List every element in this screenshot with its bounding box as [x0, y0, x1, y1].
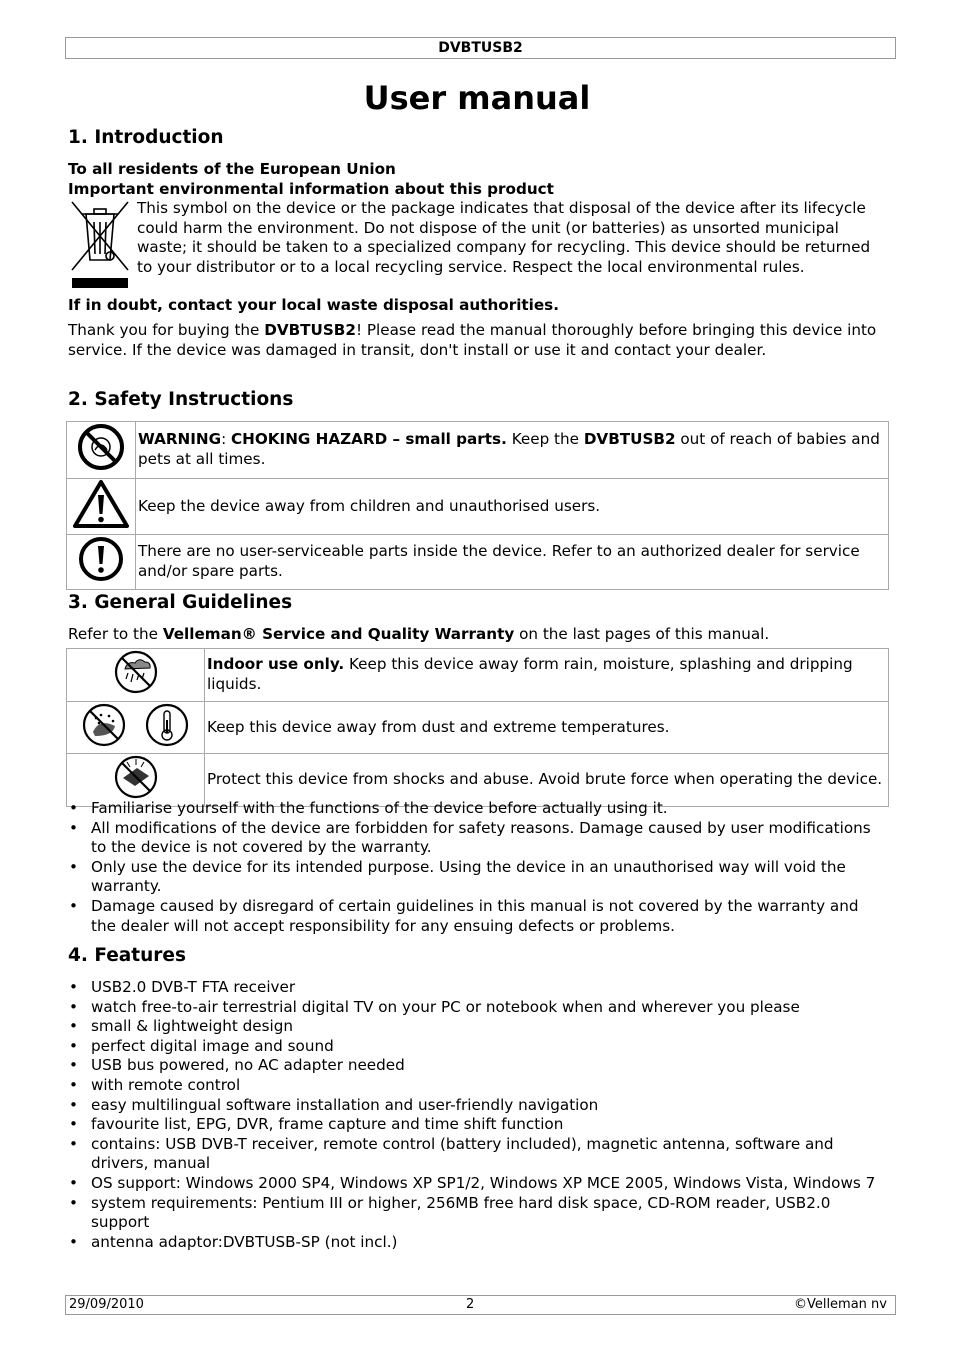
page-footer — [65, 1295, 896, 1315]
footer-page-number: 2 — [466, 1297, 475, 1312]
list-item: • small & lightweight design — [68, 1017, 888, 1037]
list-item: • Familiarise yourself with the functions of the device before actually using it. — [68, 799, 888, 819]
list-item: • favourite list, EPG, DVR, frame capture and time shift function — [68, 1115, 888, 1135]
list-item: • perfect digital image and sound — [68, 1037, 888, 1057]
guidelines-intro: Refer to the Velleman® Service and Quality Warranty on the last pages of this manual. — [68, 625, 770, 643]
safety-text-cell: Keep the device away from children and unauthorised users. — [136, 478, 889, 535]
guideline-text-cell: Protect this device from shocks and abuse. Avoid brute force when operating the device. — [205, 754, 889, 807]
page-header — [65, 37, 896, 59]
footer-date: 29/09/2010 — [69, 1297, 144, 1312]
safety-icon-cell — [67, 478, 136, 535]
features-list — [68, 978, 888, 1252]
guideline-text-cell: Keep this device away from dust and extreme temperatures. — [205, 701, 889, 754]
safety-icon-cell — [67, 535, 136, 590]
thanks-paragraph: Thank you for buying the DVBTUSB2! Please read the manual thoroughly before bringing this device into service. If the device was damaged in transit, don't install or use it and contact your dealer. — [68, 321, 877, 359]
thanks-model: DVBTUSB2 — [264, 321, 356, 339]
list-item: • OS support: Windows 2000 SP4, Windows XP SP1/2, Windows XP MCE 2005, Windows Vista, Windows 7 — [68, 1174, 888, 1194]
list-item: • USB bus powered, no AC adapter needed — [68, 1056, 888, 1076]
warning-triangle-icon — [72, 479, 130, 529]
heading-introduction: 1. Introduction — [68, 127, 224, 148]
list-item: • All modifications of the device are forbidden for safety reasons. Damage caused by user modifications to the device is not covered by the warranty. — [68, 819, 888, 858]
list-item: • antenna adaptor:DVBTUSB-SP (not incl.) — [68, 1233, 888, 1253]
doubt-line: If in doubt, contact your local waste disposal authorities. — [68, 296, 559, 314]
thermometer-icon — [144, 702, 190, 748]
guideline-row — [67, 701, 889, 754]
eu-line: To all residents of the European Union — [68, 160, 396, 178]
guidelines-list — [68, 799, 888, 936]
heading-guidelines: 3. General Guidelines — [68, 592, 293, 613]
list-item: • with remote control — [68, 1076, 888, 1096]
list-item: • Only use the device for its intended purpose. Using the device in an unauthorised way will void the warranty. — [68, 858, 888, 897]
no-small-parts-icon — [76, 422, 126, 472]
list-item: • Damage caused by disregard of certain guidelines in this manual is not covered by the warranty and the dealer will not accept responsibility for any ensuing defects or problems. — [68, 897, 888, 936]
no-rain-icon — [113, 649, 159, 695]
exclamation-circle-icon — [77, 535, 125, 583]
safety-row — [67, 535, 889, 590]
no-shock-icon — [113, 754, 159, 800]
safety-table — [66, 421, 889, 590]
guideline-row — [67, 649, 889, 702]
header-model: DVBTUSB2 — [438, 40, 523, 56]
guideline-icon-cell — [67, 701, 205, 754]
weee-bin-icon — [68, 200, 132, 292]
env-line: Important environmental information about this product — [68, 180, 554, 198]
list-item: • easy multilingual software installation and user-friendly navigation — [68, 1096, 888, 1116]
list-item: • system requirements: Pentium III or higher, 256MB free hard disk space, CD-ROM reader, USB2.0 support — [68, 1194, 888, 1233]
guideline-text-cell: Indoor use only. Keep this device away form rain, moisture, splashing and dripping liquids. — [205, 649, 889, 702]
list-item: • watch free-to-air terrestrial digital TV on your PC or notebook when and wherever you please — [68, 998, 888, 1018]
page-title: User manual — [363, 79, 591, 117]
footer-copyright: ©Velleman nv — [793, 1297, 887, 1312]
safety-icon-cell — [67, 422, 136, 479]
list-item: • contains: USB DVB-T receiver, remote control (battery included), magnetic antenna, software and drivers, manual — [68, 1135, 888, 1174]
list-item: • USB2.0 DVB-T FTA receiver — [68, 978, 888, 998]
no-dust-icon — [81, 702, 127, 748]
heading-safety: 2. Safety Instructions — [68, 389, 294, 410]
safety-text-cell: WARNING: CHOKING HAZARD – small parts. Keep the DVBTUSB2 out of reach of babies and pets at all times. — [136, 422, 889, 479]
heading-features: 4. Features — [68, 945, 186, 966]
safety-text-cell: There are no user-serviceable parts inside the device. Refer to an authorized dealer for service and/or spare parts. — [136, 535, 889, 590]
guideline-icon-cell — [67, 649, 205, 702]
weee-text: This symbol on the device or the package indicates that disposal of the device after its lifecycle could harm the environment. Do not dispose of the unit (or batteries) as unsorted municipal waste; it should be taken to a specialized company for recycling. This device should be returned to your distributor or to a local recycling service. Respect the local environmental rules. — [137, 199, 871, 276]
safety-row — [67, 478, 889, 535]
safety-row — [67, 422, 889, 479]
guidelines-table — [66, 648, 889, 807]
